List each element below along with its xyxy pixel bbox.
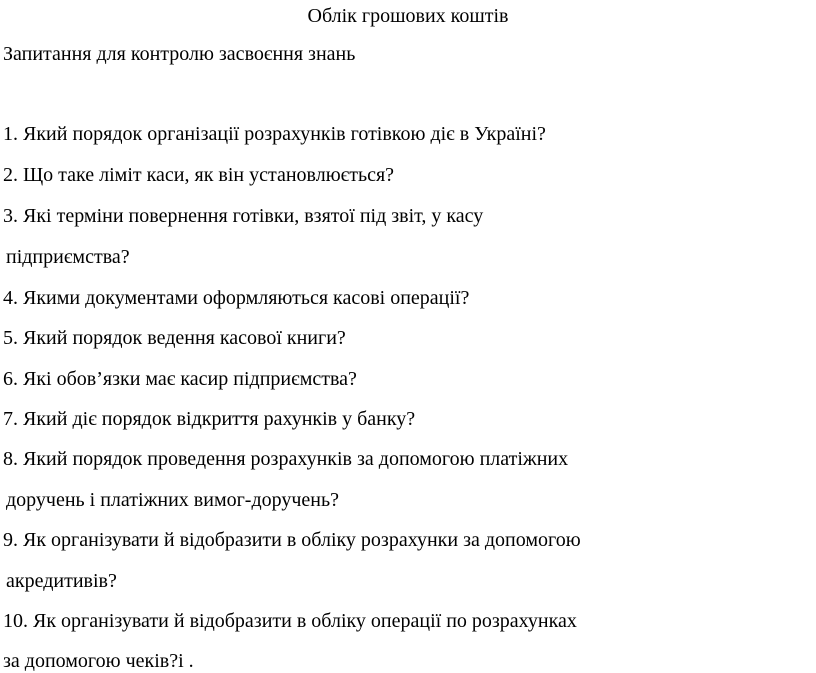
question-5: 5. Який порядок ведення касової книги? xyxy=(3,327,346,349)
question-6: 6. Які обов’язки має касир підприємства? xyxy=(3,368,357,390)
question-10: 10. Як організувати й відобразити в обліку операції по розрахунках xyxy=(3,610,577,632)
question-8: 8. Який порядок проведення розрахунків за допомогою платіжних xyxy=(3,448,569,470)
question-4: 4. Якими документами оформляються касові операції? xyxy=(3,287,470,309)
question-2: 2. Що таке ліміт каси, як він установлюється? xyxy=(3,164,395,186)
document-title: Облік грошових коштів xyxy=(307,5,509,27)
question-9: 9. Як організувати й відобразити в обліку розрахунки за допомогою xyxy=(3,529,581,551)
question-8-continuation: доручень і платіжних вимог-доручень? xyxy=(6,489,340,511)
question-3: 3. Які терміни повернення готівки, взятої під звіт, у касу xyxy=(3,205,484,227)
document-subtitle: Запитання для контролю засвоєння знань xyxy=(3,43,356,65)
question-9-continuation: акредитивів? xyxy=(6,570,117,592)
question-3-continuation: підприємства? xyxy=(6,246,130,268)
question-10-continuation: за допомогою чеків?і . xyxy=(3,650,194,672)
question-7: 7. Який діє порядок відкриття рахунків у банку? xyxy=(3,408,416,430)
question-1: 1. Який порядок організації розрахунків готівкою діє в Україні? xyxy=(3,123,546,145)
